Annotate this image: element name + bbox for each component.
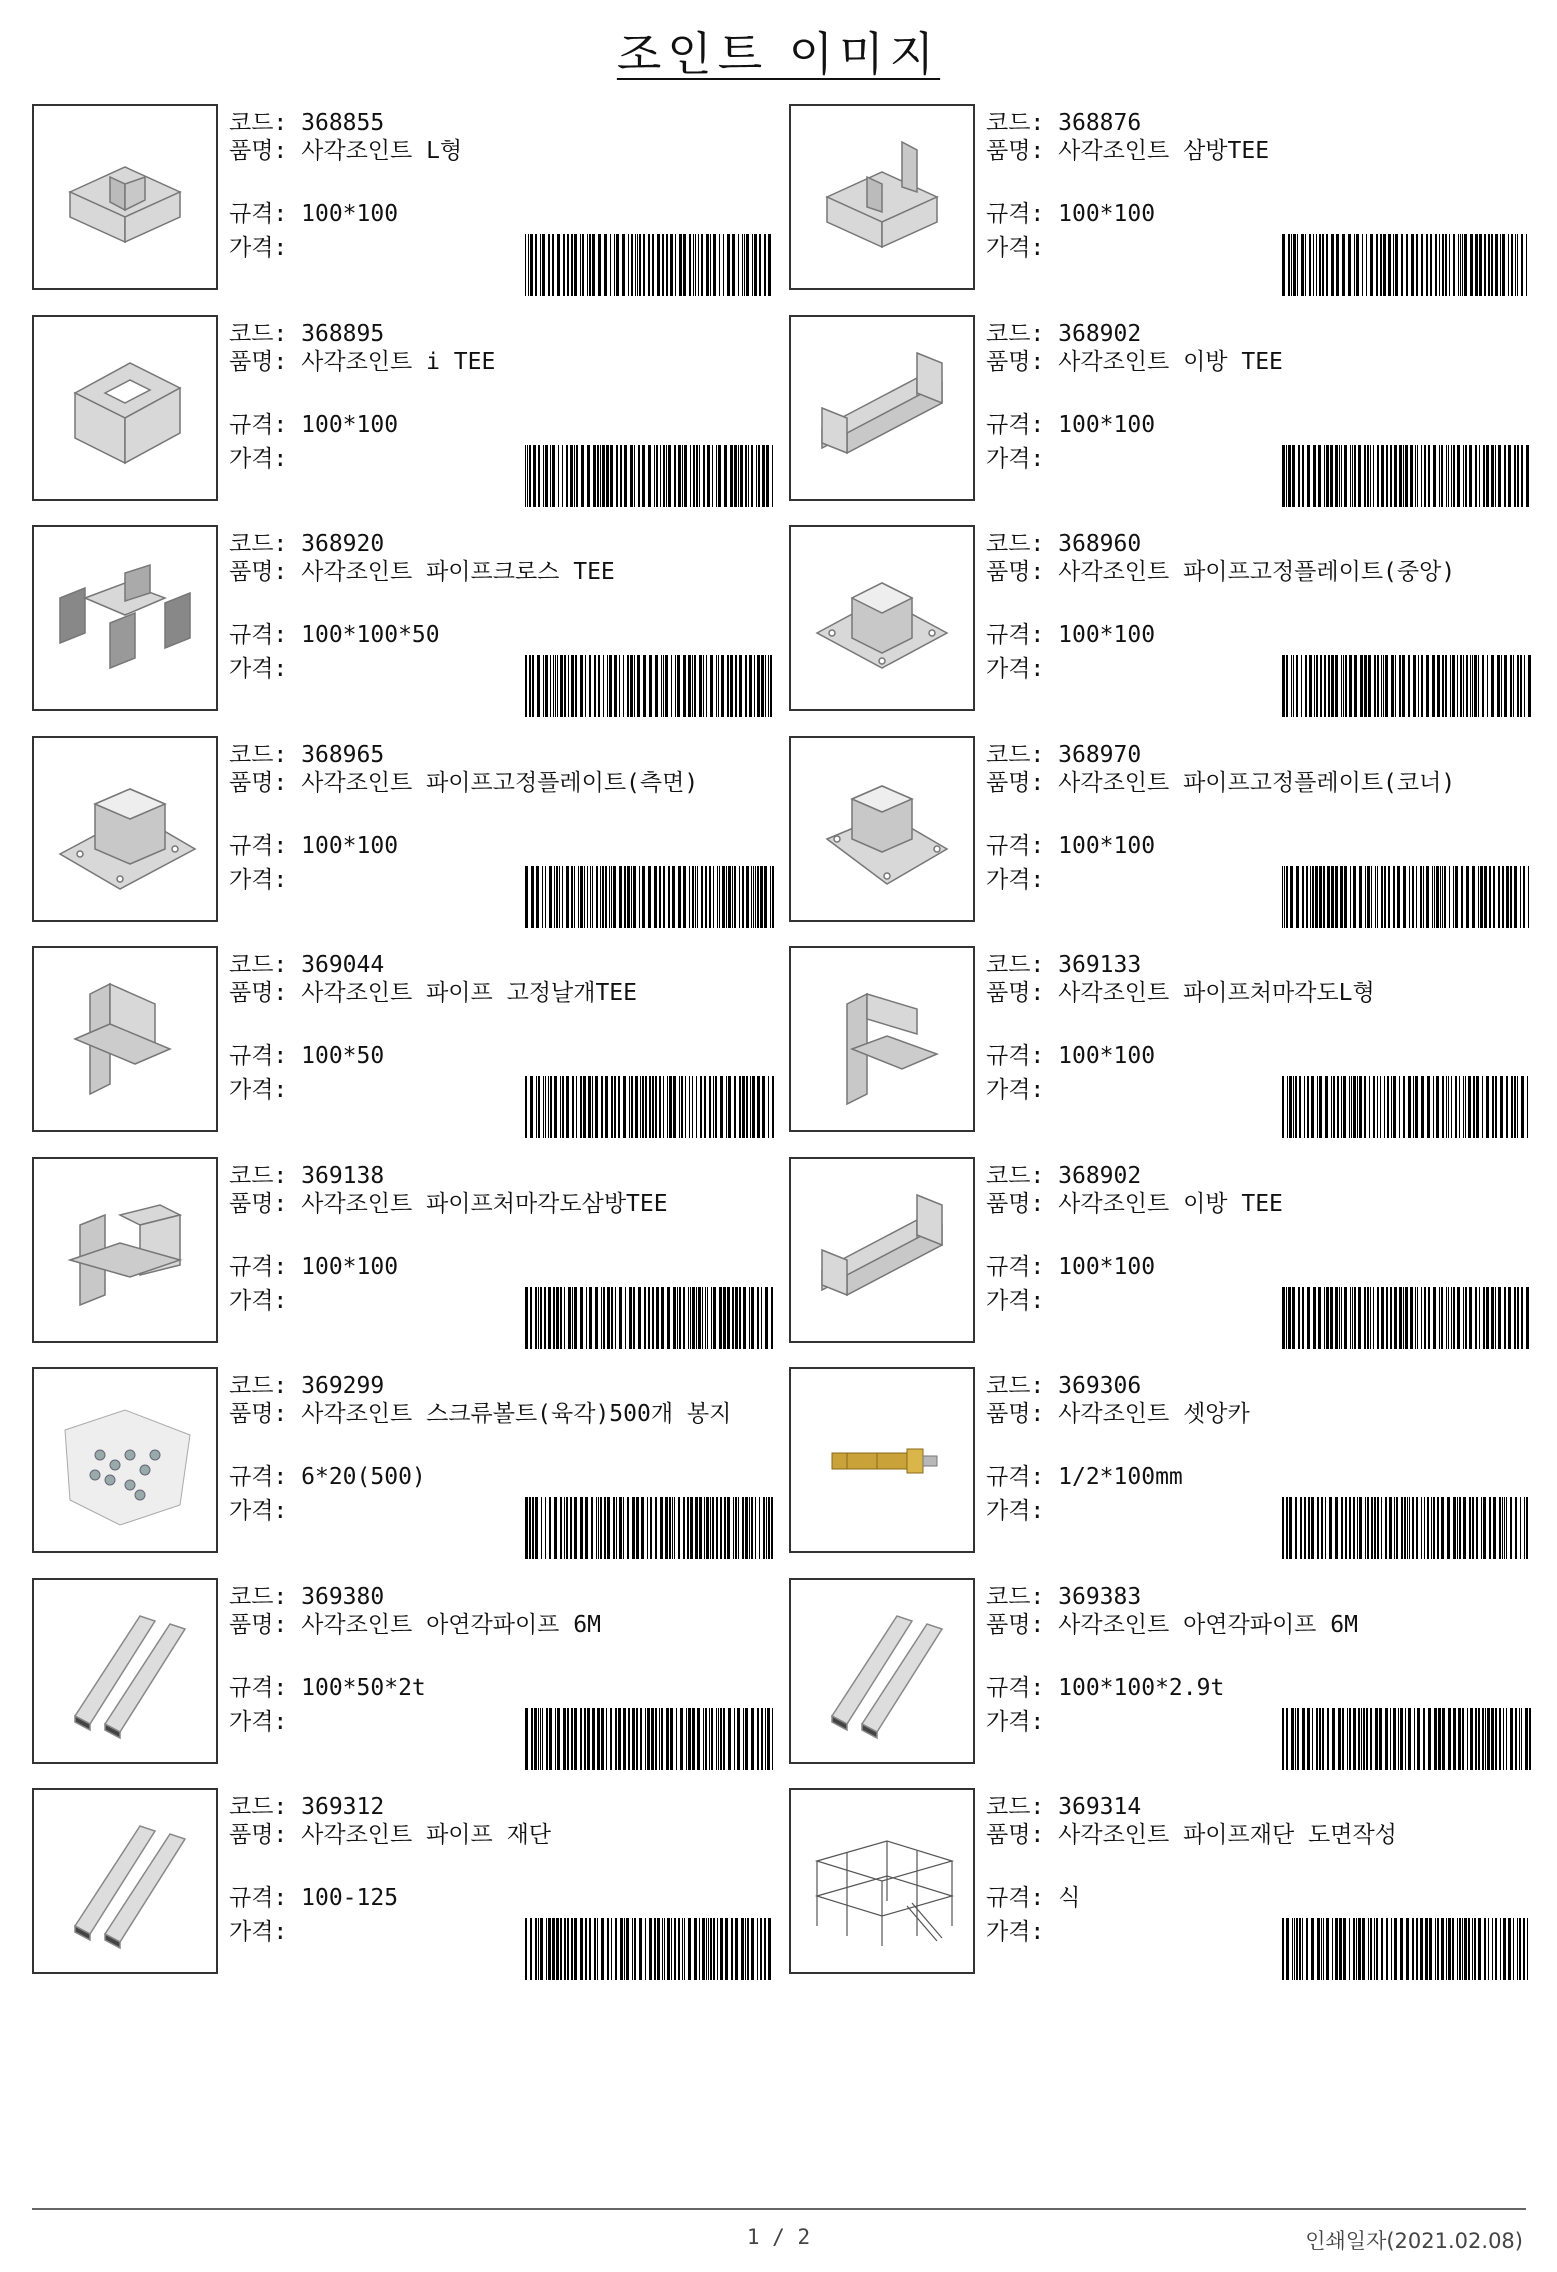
square-joint-two-way-tee-icon (807, 333, 957, 483)
fixing-plate-corner-icon (807, 754, 957, 904)
product-card (789, 1157, 1539, 1349)
product-name: 품명: 사각조인트 파이프처마각도삼방TEE (229, 1191, 668, 1217)
product-price: 가격: (986, 1498, 1045, 1524)
product-price: 가격: (229, 235, 288, 261)
product-image (789, 736, 975, 922)
product-code: 코드: 369383 (986, 1584, 1142, 1610)
product-card (789, 525, 1539, 717)
product-code: 코드: 368965 (229, 742, 385, 768)
barcode (525, 1287, 775, 1349)
barcode (1282, 866, 1532, 928)
product-name: 품명: 사각조인트 i TEE (229, 349, 496, 375)
product-code: 코드: 368920 (229, 531, 385, 557)
product-image (32, 1367, 218, 1553)
product-image (32, 525, 218, 711)
print-date: 인쇄일자(2021.02.08) (1305, 2229, 1523, 2253)
product-image (32, 1578, 218, 1764)
product-card (32, 736, 782, 928)
product-price: 가격: (229, 1919, 288, 1945)
product-spec: 규격: 100*50 (229, 1043, 385, 1069)
barcode (525, 1918, 775, 1980)
product-name: 품명: 사각조인트 아연각파이프 6M (229, 1612, 601, 1638)
product-price: 가격: (986, 235, 1045, 261)
product-image (789, 525, 975, 711)
product-spec: 규격: 1/2*100mm (986, 1464, 1183, 1490)
product-image (32, 315, 218, 501)
product-card (789, 1367, 1539, 1559)
product-code: 코드: 368855 (229, 110, 385, 136)
product-spec: 규격: 6*20(500) (229, 1464, 426, 1490)
product-spec: 규격: 100*100 (986, 622, 1156, 648)
square-joint-three-way-tee-icon (807, 122, 957, 272)
product-image (789, 1367, 975, 1553)
product-name: 품명: 사각조인트 파이프처마각도L형 (986, 980, 1375, 1006)
product-card (789, 1578, 1539, 1770)
product-name: 품명: 사각조인트 파이프 재단 (229, 1822, 552, 1848)
product-code: 코드: 368902 (986, 1163, 1142, 1189)
product-spec: 규격: 100*100 (986, 1254, 1156, 1280)
product-name: 품명: 사각조인트 이방 TEE (986, 1191, 1283, 1217)
frame-drawing-icon (807, 1806, 957, 1956)
square-joint-l-icon (50, 122, 200, 272)
fixing-plate-side-icon (50, 754, 200, 904)
barcode (1282, 234, 1532, 296)
product-name: 품명: 사각조인트 파이프고정플레이트(코너) (986, 770, 1456, 796)
product-card (789, 315, 1539, 507)
product-card (789, 736, 1539, 928)
eave-angle-three-way-tee-icon (50, 1175, 200, 1325)
product-name: 품명: 사각조인트 이방 TEE (986, 349, 1283, 375)
product-name: 품명: 사각조인트 파이프 고정날개TEE (229, 980, 637, 1006)
wing-tee-icon (50, 964, 200, 1114)
barcode (525, 866, 775, 928)
product-image (32, 946, 218, 1132)
product-price: 가격: (986, 867, 1045, 893)
fixing-plate-center-icon (807, 543, 957, 693)
product-price: 가격: (229, 1077, 288, 1103)
product-price: 가격: (986, 1919, 1045, 1945)
product-code: 코드: 368970 (986, 742, 1142, 768)
page-title: 조인트 이미지 (616, 27, 941, 81)
product-spec: 규격: 100*100 (229, 833, 399, 859)
product-card (789, 946, 1539, 1138)
product-code: 코드: 369299 (229, 1373, 385, 1399)
product-code: 코드: 368876 (986, 110, 1142, 136)
product-spec: 규격: 100*100 (229, 1254, 399, 1280)
barcode (1282, 1497, 1532, 1559)
square-joint-i-tee-icon (50, 333, 200, 483)
product-name: 품명: 사각조인트 아연각파이프 6M (986, 1612, 1358, 1638)
product-spec: 규격: 100*50*2t (229, 1675, 426, 1701)
product-spec: 규격: 100*100 (229, 201, 399, 227)
barcode (1282, 1287, 1532, 1349)
product-card (789, 1788, 1539, 1980)
product-image (789, 104, 975, 290)
barcode (525, 1076, 775, 1138)
product-spec: 규격: 100*100*50 (229, 622, 440, 648)
product-image (789, 315, 975, 501)
product-spec: 규격: 100-125 (229, 1885, 399, 1911)
eave-angle-l-icon (807, 964, 957, 1114)
product-image (789, 1157, 975, 1343)
product-name: 품명: 사각조인트 삼방TEE (986, 138, 1270, 164)
product-image (32, 1788, 218, 1974)
product-code: 코드: 369306 (986, 1373, 1142, 1399)
product-card (789, 104, 1539, 296)
screw-bolt-bag-icon (50, 1385, 200, 1535)
pipe-cross-tee-icon (50, 543, 200, 693)
product-code: 코드: 369312 (229, 1794, 385, 1820)
product-spec: 규격: 100*100 (986, 201, 1156, 227)
product-card (32, 525, 782, 717)
product-code: 코드: 368902 (986, 321, 1142, 347)
product-image (789, 1788, 975, 1974)
product-price: 가격: (229, 656, 288, 682)
product-card (32, 315, 782, 507)
pipe-cutting-icon (50, 1806, 200, 1956)
product-card (32, 1157, 782, 1349)
product-code: 코드: 369314 (986, 1794, 1142, 1820)
product-code: 코드: 368960 (986, 531, 1142, 557)
product-code: 코드: 369044 (229, 952, 385, 978)
zinc-square-pipe-icon (807, 1596, 957, 1746)
product-price: 가격: (986, 1709, 1045, 1735)
barcode (525, 234, 775, 296)
product-name: 품명: 사각조인트 셋앙카 (986, 1401, 1250, 1427)
barcode (1282, 655, 1532, 717)
product-name: 품명: 사각조인트 파이프고정플레이트(측면) (229, 770, 699, 796)
product-price: 가격: (229, 446, 288, 472)
product-card (32, 946, 782, 1138)
square-joint-two-way-tee-icon (807, 1175, 957, 1325)
product-image (32, 736, 218, 922)
product-price: 가격: (986, 656, 1045, 682)
product-spec: 규격: 100*100 (986, 1043, 1156, 1069)
zinc-square-pipe-icon (50, 1596, 200, 1746)
product-price: 가격: (229, 867, 288, 893)
product-image (32, 1157, 218, 1343)
product-spec: 규격: 100*100 (986, 833, 1156, 859)
barcode (525, 1708, 775, 1770)
product-name: 품명: 사각조인트 스크류볼트(육각)500개 봉지 (229, 1401, 732, 1427)
product-price: 가격: (229, 1288, 288, 1314)
product-spec: 규격: 100*100 (986, 412, 1156, 438)
product-image (32, 104, 218, 290)
product-card (32, 104, 782, 296)
barcode (1282, 1918, 1532, 1980)
product-name: 품명: 사각조인트 파이프크로스 TEE (229, 559, 615, 585)
barcode (1282, 1076, 1532, 1138)
product-image (789, 946, 975, 1132)
product-name: 품명: 사각조인트 파이프고정플레이트(중앙) (986, 559, 1456, 585)
barcode (525, 445, 775, 507)
product-card (32, 1578, 782, 1770)
barcode (525, 655, 775, 717)
product-price: 가격: (986, 446, 1045, 472)
product-price: 가격: (986, 1288, 1045, 1314)
product-spec: 규격: 100*100 (229, 412, 399, 438)
product-price: 가격: (229, 1709, 288, 1735)
page-number: 1 / 2 (746, 2225, 811, 2249)
product-price: 가격: (229, 1498, 288, 1524)
product-spec: 규격: 100*100*2.9t (986, 1675, 1225, 1701)
product-name: 품명: 사각조인트 파이프재단 도면작성 (986, 1822, 1397, 1848)
barcode (525, 1497, 775, 1559)
product-code: 코드: 369133 (986, 952, 1142, 978)
product-spec: 규격: 식 (986, 1885, 1081, 1911)
product-price: 가격: (986, 1077, 1045, 1103)
barcode (1282, 445, 1532, 507)
product-code: 코드: 368895 (229, 321, 385, 347)
footer-divider (32, 2208, 1526, 2210)
product-card (32, 1788, 782, 1980)
product-code: 코드: 369380 (229, 1584, 385, 1610)
product-name: 품명: 사각조인트 L형 (229, 138, 463, 164)
product-card (32, 1367, 782, 1559)
product-image (789, 1578, 975, 1764)
product-code: 코드: 369138 (229, 1163, 385, 1189)
set-anchor-icon (807, 1385, 957, 1535)
barcode (1282, 1708, 1532, 1770)
